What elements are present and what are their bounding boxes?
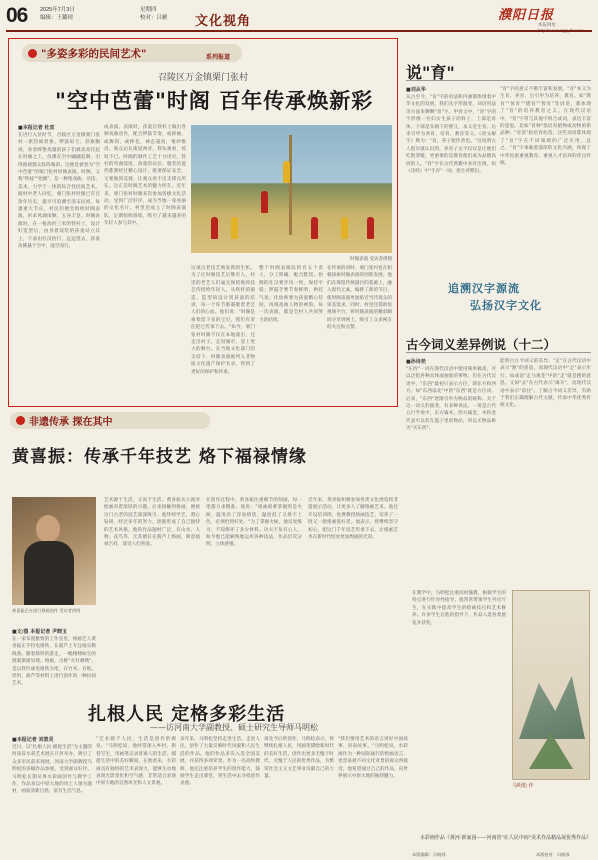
bottom-col-2: "艺术源于人民，生活是创作的源泉。"马明松说，他经常深入乡村、街巷写生，用画笔记录普通人的生活，捕捉生活中的美好瞬间。在他看来，水彩画具有独特的艺术表现力，能够生动地表现光影变化和空气感，非常适合表现中原大地的自然风光和人文景观。 [96, 737, 176, 787]
watercolor-painting [512, 590, 590, 780]
paper-url: 本报网址： [538, 22, 561, 27]
footer-edit: 本版校对：冯晓琼 [536, 852, 570, 857]
photo-figure [261, 191, 268, 213]
feature-col-1: 在进行入伏时节，召陵区万金镇栗门张村一派热闹景象。锣鼓喧天、彩旗飘扬，身着鲜艳戏服的孩子们被高高托起在时阁之上，仿佛在空中翩翩起舞，引得围观群众阵阵喝彩。这便是被誉为"空中芭蕾"的栗门张村时阁表演。时阁，又称"铁枝""抬阁"，是一种集戏曲、杂技、美术、力学于一体的综合性民间艺术。据村中老人回忆，栗门张村时阁已有百余年历史，最早可追溯至清末民初，每逢重大节庆，村民们便会组织时阁表演，祈求风调雨顺、五谷丰登。时阁表演时，在一根高约三米的铁杆上，设计好造型后，由身着戏装的孩童站立其上，下面由壮汉抬行，远远望去，孩童仿佛悬于空中，凌空而行。 [18, 133, 100, 250]
middle-title: 黄喜振：传承千年技艺 烙下福禄情缘 [12, 447, 307, 467]
ancient-words-byline: ■孙诗尧 [406, 359, 426, 365]
middle-photo [12, 497, 96, 605]
calligraphy-line-2: 弘扬汉字文化 [470, 299, 542, 312]
photo-pole [289, 135, 292, 235]
painting-mountain [519, 669, 585, 739]
banner-dot-icon [16, 416, 25, 425]
feature-photo [191, 125, 392, 253]
photo-figure [341, 217, 348, 239]
footer-note: 本版编辑：冯晓琼 [412, 852, 446, 857]
bottom-byline: ■本报记者 刘景灵 [12, 737, 54, 743]
right-col-1: 从古至今，"育"字的用法和内涵都体现着中华文化的发展。我们从字形演变、词语用法等方面来聊聊"育"字。甲骨文中，"育"字的字形像一位妇女生孩子的样子，上部是母体，下部是头朝下的婴儿，本义是生育。后来引申为养育、培育、教育等义。《说文解字》释为："育，养子使作善也。"这说明古人很早就认识到，养育子女不仅仅是让他们吃饱穿暖，更重要的是教育他们成为品德高尚的人。"育"字在古代典籍中多有出现，如《诗经》中"生育"一词，指生养繁衍。 [406, 95, 496, 175]
ancient-words-col-1: "东西"一词在现代汉语中使用频率极高，可以泛指各种具体或抽象的事物。但在古代汉语中，"东西"最初只表示方位，即东方和西方。如"东西南北"中的"东西"就是方位词。后来，"东西"逐渐引申为物品的统称。关于这一词义的演变，有多种说法。一说是古代五行学说中，东方属木，西方属金，木和金代表可以装在篮子里的物品，所以买物品称为"买东西"。 [406, 367, 496, 432]
feature-subtitle: 召陵区万金镇栗门张村 [158, 73, 249, 83]
issue-date [40, 6, 75, 22]
calligraphy-line-1: 追溯汉字源流 [448, 282, 520, 295]
middle-col-1: 在一家布置雅致的工作室里，烙画艺人黄喜振正手持电烙铁，在葫芦上专注地勾勒线条。随着烙铁的游走，一幅栩栩如生的图案渐渐显现。烙画，古称"火针刺绣"，是以铁针或电烙铁为笔，在竹木、宣纸、丝绢、葫芦等材料上进行创作的一种民间艺术。 [12, 637, 96, 687]
photo-figure [311, 217, 318, 239]
feature-title: "空中芭蕾"时阁 百年传承焕新彩 [55, 88, 374, 113]
bottom-col-3: 多年来，马明松坚持走进生活、走进人民，创作了大量反映时代风貌和人民生活的作品。他的作品多次入选全国美展，并获得多项荣誉。作为一名高校教师，他还注重培养学生的创作能力，鼓励学生走出课堂，到生活中去寻找创作灵感。 [180, 737, 260, 787]
right-rule [406, 80, 591, 81]
page-number: 06 [6, 4, 28, 27]
photo-figure [283, 161, 290, 183]
banner-dot-icon [28, 49, 37, 58]
ancient-words-rule [406, 352, 591, 353]
editor-text: 编辑：王璐琼 [40, 15, 74, 21]
banner-tag: 系列报道 [206, 54, 231, 61]
banner-text: "多姿多彩的民间艺术" [41, 47, 147, 60]
ancient-words-title: 古今词义差异例说（十二） [406, 337, 557, 352]
feature-col-2: 成表演。表演时，孩童在铁杆上做出各种戏曲动作，配合锣鼓节奏，或挥袖、或舞剑、或捧花，神态逼真，惟妙惟肖。观众站在街道两旁，仰头观看，惊叹不已。时阁的制作工艺十分讲究，铁杆的弯曲弧度、孩童的站位、服装的遮挡都要经过精心设计，既要保证安全，又要做到美观，让观众看不出支撑点所在。这正是时阁艺术的魅力所在。近年来，栗门张村时阁多次参加各级文化活动，受到广泛好评，成为当地一张亮丽的文化名片。村里还成立了时阁表演队，定期组织排练，吸引了越来越多的年轻人参与其中。 [104, 125, 186, 227]
feature-byline: ■本报记者 杜宣 [18, 125, 55, 131]
bottom-col-5: "我们要用艺术的语言讲好中国故事、河南故事。"马明松说，水彩画作为一种国际通行的绘画语言，更容易被不同文化背景的观众所接受。他希望通过自己的作品，向世界展示中原大地的独特魅力。 [338, 737, 408, 780]
feature-col-5: 在传承的同时，栗门张村也在积极探索时阁表演的创新发展。他们在保留传统剧目的基础上，融入现代元素，编排了新的节目，使时阁表演更加贴近当代观众的审美需求。同时，村里还借助短视频平台，将时阁表演的精彩瞬间分享到网上，吸引了众多网友的关注和点赞。 [327, 266, 392, 331]
ancient-words-col-2: 能明白古今词义的差异。"走"在古代汉语中表示"跑"的意思，而现代汉语中"走"表示步行。如成语"走马观花"中的"走"就是跑的意思。又如"去"在古代表示"离开"，而现代汉语中表示"前往"。了解古今词义差异，有助于我们正确理解古代文献，传承中华优秀传统文化。 [500, 359, 591, 409]
right-col-2: "育"字的意义不断丰富和发展。"育"本义为生育、养育，后引申为培养、教育。如"教育""体育""德育""智育"等词语，都体现了"育"的培养教育之义。在现代汉语中，"育"字常与其他字组合成词，表达丰富的意思。比如"育种"指培育植物或动物的新品种；"育苗"指培育幼苗。这些词语都体现了"育"字在不同领域的广泛应用。总之，"育"字承载着深厚的文化内涵，体现了中华民族重视教育、重视人才培养的优良传统。 [500, 87, 591, 167]
middle-col-4: 近年来，黄喜振积极参加各类文化展览和非遗展示活动，让更多人了解烙画艺术。他还开设培训班，免费教授烙画技艺，培养了一批又一批烙画爱好者。他表示，将继续坚守初心，把这门千年技艺传承下去，让烙画艺术在新时代绽放更加绚丽的光彩。 [308, 498, 398, 541]
painting-author: 马明松 作 [512, 783, 534, 789]
painting-caption: 水彩画作品《黄河·新家园——河南省"在人民中间"美术作品精品展优秀作品》 [419, 835, 592, 841]
proof-text: 校对：吕雅 [140, 15, 168, 21]
header-rule [6, 30, 592, 32]
middle-banner [10, 412, 210, 429]
middle-banner-text: 非遗传承 探在其中 [29, 417, 113, 428]
bottom-title: 扎根人民 定格多彩生活 [88, 704, 286, 725]
middle-photo-caption: 黄喜振正在进行烙画创作 受访者供图 [12, 608, 81, 613]
right-article-title: 说"育" [406, 63, 455, 82]
feature-photo-caption: 时阁表演 受访者供图 [350, 257, 392, 262]
bottom-col-4: 谈及今后的创作，马明松表示，将继续扎根人民，用画笔描绘新时代的美好生活，创作出更多无愧于时代、无愧于人民的优秀作品，为繁荣社会主义文艺事业贡献自己的力量。 [264, 737, 334, 780]
middle-byline: ■文/图 本报记者 尹晓玉 [12, 629, 68, 635]
bottom-col-6: 在教学中，马明松注重因材施教，根据学生的特点进行针对性指导。他常常带领学生外出写生，在实践中提高学生的绘画技巧和艺术修养。许多学生在他的指导下，作品入选各类展览并获奖。 [412, 591, 506, 626]
feature-col-4: 整个时阁表演队约有五十余人，分工明确，配合默契。抬阁的壮汉要步伐一致，保持平稳；锣鼓手要节奏鲜明，烘托气氛；化妆师要为孩童精心装扮，再现戏曲人物的神韵。每一次表演，都是全村人共同努力的结果。 [259, 266, 323, 323]
issue-meta [140, 6, 168, 22]
middle-col-2: 艺术源于生活，又高于生活。黄喜振从小就对绘画有着浓厚的兴趣，后来接触到烙画，便被这门古老的技艺深深吸引。他拜师学艺，潜心钻研，经过多年的努力，逐渐形成了自己独特的艺术风格。他的作品题材广泛，有山水、人物、花鸟等，尤其擅长在葫芦上烙画，寓意福禄吉祥，深受人们喜爱。 [104, 498, 200, 548]
photo-head [36, 515, 60, 543]
bottom-col-1: 近日，以"扎根人民·捕捉生活"为主题的河南省水彩艺术展在开封举办，吸引了众多市民前来观展。河南大学副教授马明松的多幅作品参展，受到观众好评。马明松长期从事水彩画创作与教学工作，作品多以中原大地的风土人情为题材，画面清新自然，富有生活气息。 [12, 745, 92, 795]
feature-col-3: 这项古老技艺焕发新的生机。为了让时阁技艺后继有人，村里的老艺人们毫无保留地将技艺传授给年轻人。从铁杆的锻造、造型的设计到孩童的培训，每一个环节都凝聚着老艺人们的心血。他们说："时阁是祖辈留下来的宝贝，我们有责任把它传承下去。"如今，栗门张村时阁不仅在本地演出，还走出村子，走进城市，登上更大的舞台。在当地文化部门的支持下，时阁表演被列入非物质文化遗产保护名录，得到了更好的保护和传承。 [191, 266, 255, 375]
photo-figure [231, 217, 238, 239]
photo-body [24, 541, 74, 605]
weekday-text: 星期四 [140, 7, 157, 13]
bottom-subtitle: ——访河南大学副教授、硕士研究生导师马明松 [150, 723, 318, 732]
date-text: 2025年7月3日 [40, 7, 75, 13]
photo-figure [367, 217, 374, 239]
right-byline: ■刘从华 [406, 87, 426, 93]
section-title: 文化视角 [195, 14, 252, 29]
middle-col-3: 在创作过程中，黄喜振注重细节的刻画，每一笔都力求精准。他说："烙画最难掌握的是火候，温度高了容易烙焦，温度低了又烙不上色，必须恰到好处。"为了掌握火候，他反复练习，不知烙坏了多少材料。功夫不负有心人，如今他已能娴熟地运用各种技法，作品层次分明、立体感强。 [206, 498, 302, 548]
photo-figure [211, 217, 218, 239]
paper-logo: 濮阳日报 [498, 8, 555, 23]
